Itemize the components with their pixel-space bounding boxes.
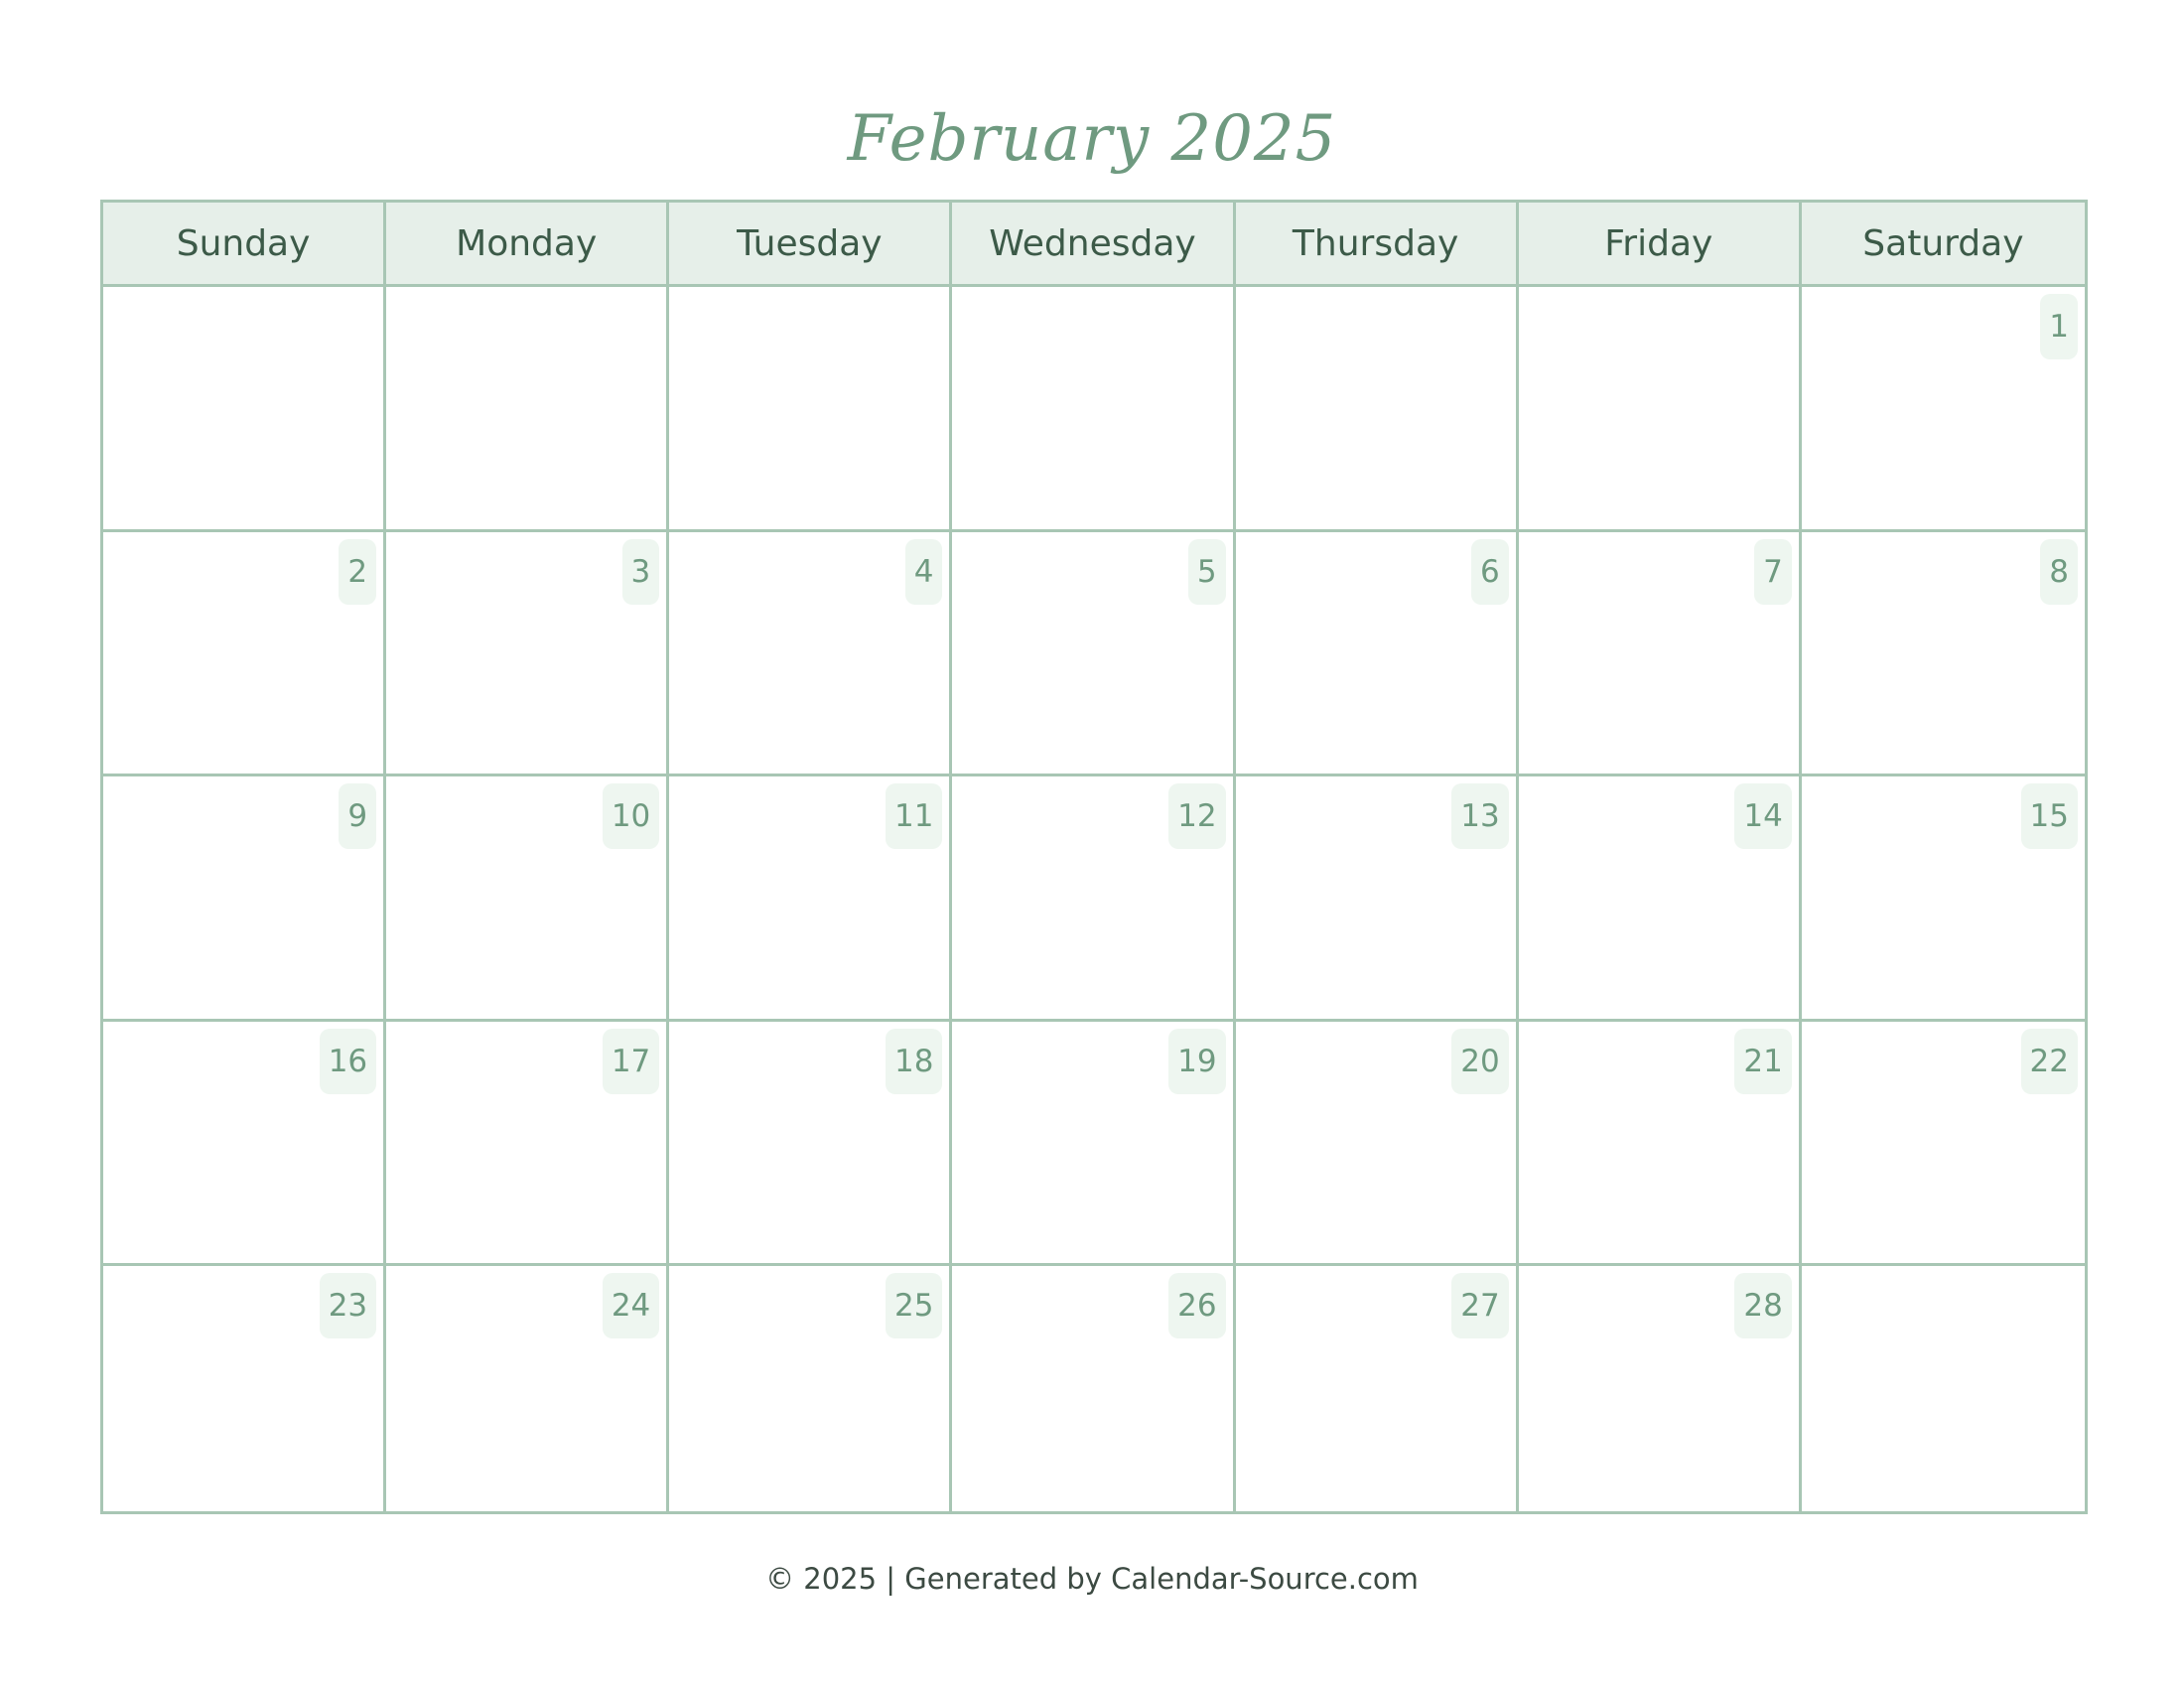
date-number: 11 [886, 783, 942, 849]
day-cell-13 [1236, 776, 1519, 1022]
day-cell-23 [103, 1266, 386, 1511]
date-number: 7 [1754, 539, 1792, 605]
date-number: 22 [2021, 1029, 2078, 1094]
day-cell-7 [1519, 532, 1802, 777]
date-number: 6 [1471, 539, 1509, 605]
day-cell-24 [386, 1266, 669, 1511]
empty-day-cell [669, 287, 952, 532]
date-number: 5 [1188, 539, 1226, 605]
day-cell-8 [1802, 532, 2085, 777]
date-number: 8 [2040, 539, 2078, 605]
day-cell-25 [669, 1266, 952, 1511]
date-number: 21 [1734, 1029, 1791, 1094]
day-cell-5 [952, 532, 1235, 777]
day-cell-18 [669, 1022, 952, 1267]
date-number: 16 [320, 1029, 376, 1094]
date-number: 13 [1451, 783, 1508, 849]
day-cell-20 [1236, 1022, 1519, 1267]
day-cell-11 [669, 776, 952, 1022]
empty-day-cell [1802, 1266, 2085, 1511]
empty-day-cell [386, 287, 669, 532]
date-number: 17 [603, 1029, 659, 1094]
day-cell-14 [1519, 776, 1802, 1022]
weekday-header-saturday: Saturday [1802, 203, 2085, 287]
weekday-header-thursday: Thursday [1236, 203, 1519, 287]
day-cell-6 [1236, 532, 1519, 777]
calendar-title: February 2025 [847, 102, 1337, 176]
day-cell-26 [952, 1266, 1235, 1511]
day-cell-9 [103, 776, 386, 1022]
date-number: 26 [1168, 1273, 1225, 1338]
weekday-header-wednesday: Wednesday [952, 203, 1235, 287]
day-cell-19 [952, 1022, 1235, 1267]
day-cell-15 [1802, 776, 2085, 1022]
day-cell-12 [952, 776, 1235, 1022]
day-cell-16 [103, 1022, 386, 1267]
day-cell-17 [386, 1022, 669, 1267]
empty-day-cell [1519, 287, 1802, 532]
day-cell-22 [1802, 1022, 2085, 1267]
weekday-header-friday: Friday [1519, 203, 1802, 287]
date-number: 12 [1168, 783, 1225, 849]
weekday-header-monday: Monday [386, 203, 669, 287]
date-number: 15 [2021, 783, 2078, 849]
empty-day-cell [952, 287, 1235, 532]
day-cell-4 [669, 532, 952, 777]
date-number: 18 [886, 1029, 942, 1094]
empty-day-cell [103, 287, 386, 532]
calendar-grid [100, 200, 2088, 1514]
date-number: 2 [339, 539, 376, 605]
weekday-header-tuesday: Tuesday [669, 203, 952, 287]
date-number: 19 [1168, 1029, 1225, 1094]
date-number: 3 [622, 539, 660, 605]
date-number: 25 [886, 1273, 942, 1338]
date-number: 27 [1451, 1273, 1508, 1338]
day-cell-27 [1236, 1266, 1519, 1511]
empty-day-cell [1236, 287, 1519, 532]
day-cell-1 [1802, 287, 2085, 532]
date-number: 4 [905, 539, 943, 605]
date-number: 1 [2040, 294, 2078, 359]
date-number: 20 [1451, 1029, 1508, 1094]
date-number: 14 [1734, 783, 1791, 849]
date-number: 23 [320, 1273, 376, 1338]
day-cell-2 [103, 532, 386, 777]
weekday-header-sunday: Sunday [103, 203, 386, 287]
day-cell-10 [386, 776, 669, 1022]
day-cell-3 [386, 532, 669, 777]
day-cell-21 [1519, 1022, 1802, 1267]
day-cell-28 [1519, 1266, 1802, 1511]
date-number: 9 [339, 783, 376, 849]
date-number: 24 [603, 1273, 659, 1338]
date-number: 28 [1734, 1273, 1791, 1338]
footer-credit: © 2025 | Generated by Calendar-Source.com [765, 1562, 1419, 1596]
date-number: 10 [603, 783, 659, 849]
